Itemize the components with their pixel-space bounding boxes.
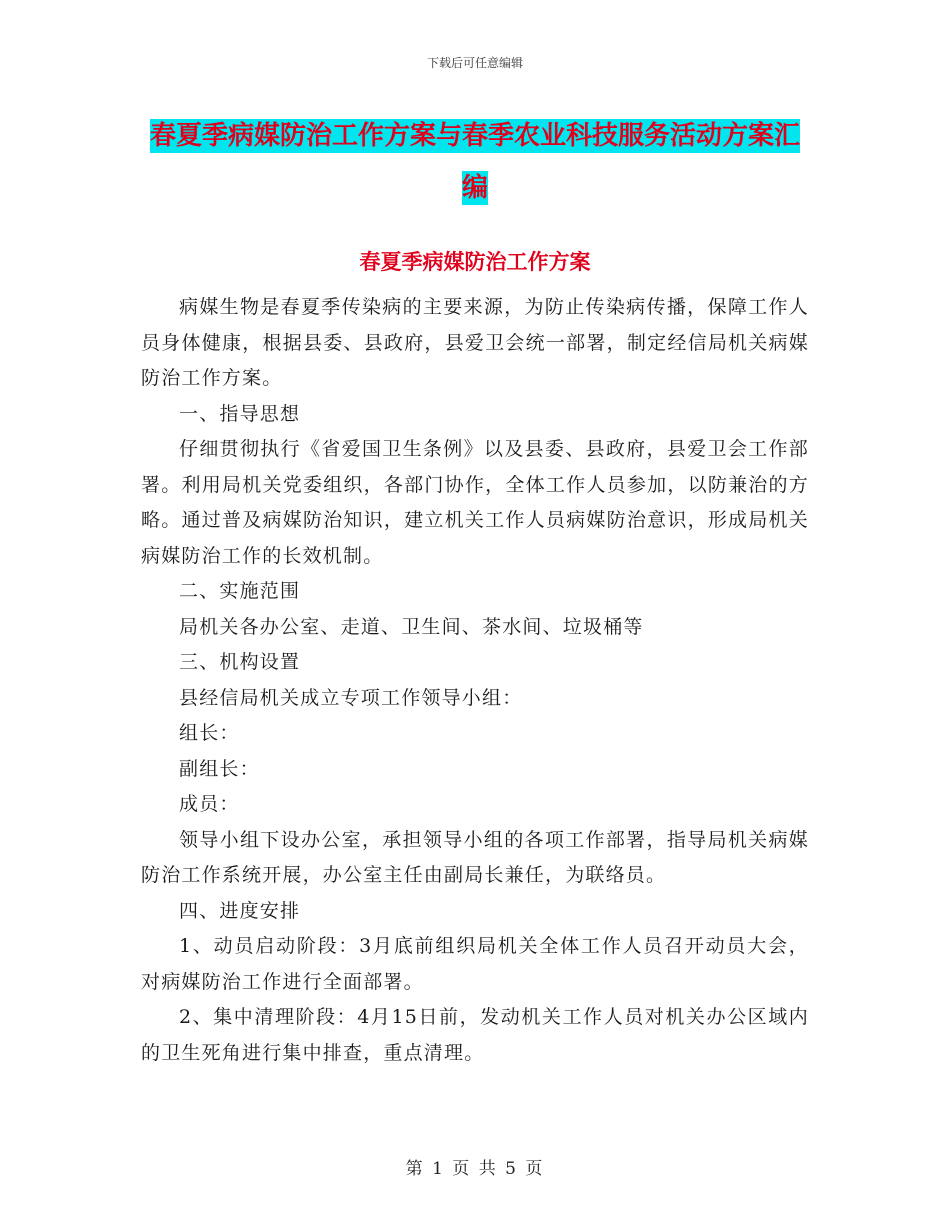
document-main-title [140,110,810,214]
section-heading: 一、指导思想 [179,402,301,425]
paragraph: 仔细贯彻执行《省爱国卫生条例》以及县委、县政府，县爱卫会工作部署。利用局机关党委组织，各部门协作，全体工作人员参加，以防兼治的方略。通过普及病媒防治知识，建立机关工作人员病媒防治意识，形成局机关病媒防治工作的长效机制。 [141,438,809,567]
paragraph: 领导小组下设办公室，承担领导小组的各项工作部署，指导局机关病媒防治工作系统开展，办公室主任由副局长兼任，为联络员。 [141,828,809,886]
page-number: 第 1 页 共 5 页 [405,1159,545,1179]
section-heading: 三、机构设置 [179,651,301,673]
paragraph: 组长： [179,722,240,744]
paragraph: 成员： [179,793,240,815]
section-title: 春夏季病媒防治工作方案 [359,249,591,274]
section-heading: 四、进度安排 [179,899,301,922]
paragraph: 副组长： [179,757,260,780]
paragraph: 病媒生物是春夏季传染病的主要来源，为防止传染病传播，保障工作人员身体健康，根据县委、县政府，县爱卫会统一部署，制定经信局机关病媒防治工作方案。 [141,296,809,389]
page-header: 下载后可任意编辑 [426,56,523,70]
document-body [141,290,809,1071]
paragraph: 局机关各办公室、走道、卫生间、茶水间、垃圾桶等 [179,615,644,638]
paragraph: 1、动员启动阶段：3月底前组织局机关全体工作人员召开动员大会，对病媒防治工作进行全面部署。 [141,935,809,993]
main-title-highlight: 春夏季病媒防治工作方案与春季农业科技服务活动方案汇编 [149,121,800,203]
paragraph: 县经信局机关成立专项工作领导小组： [179,686,523,709]
section-heading: 二、实施范围 [179,580,301,602]
paragraph: 2、集中清理阶段：4月15日前，发动机关工作人员对机关办公区域内的卫生死角进行集中排查，重点清理。 [141,1006,809,1064]
